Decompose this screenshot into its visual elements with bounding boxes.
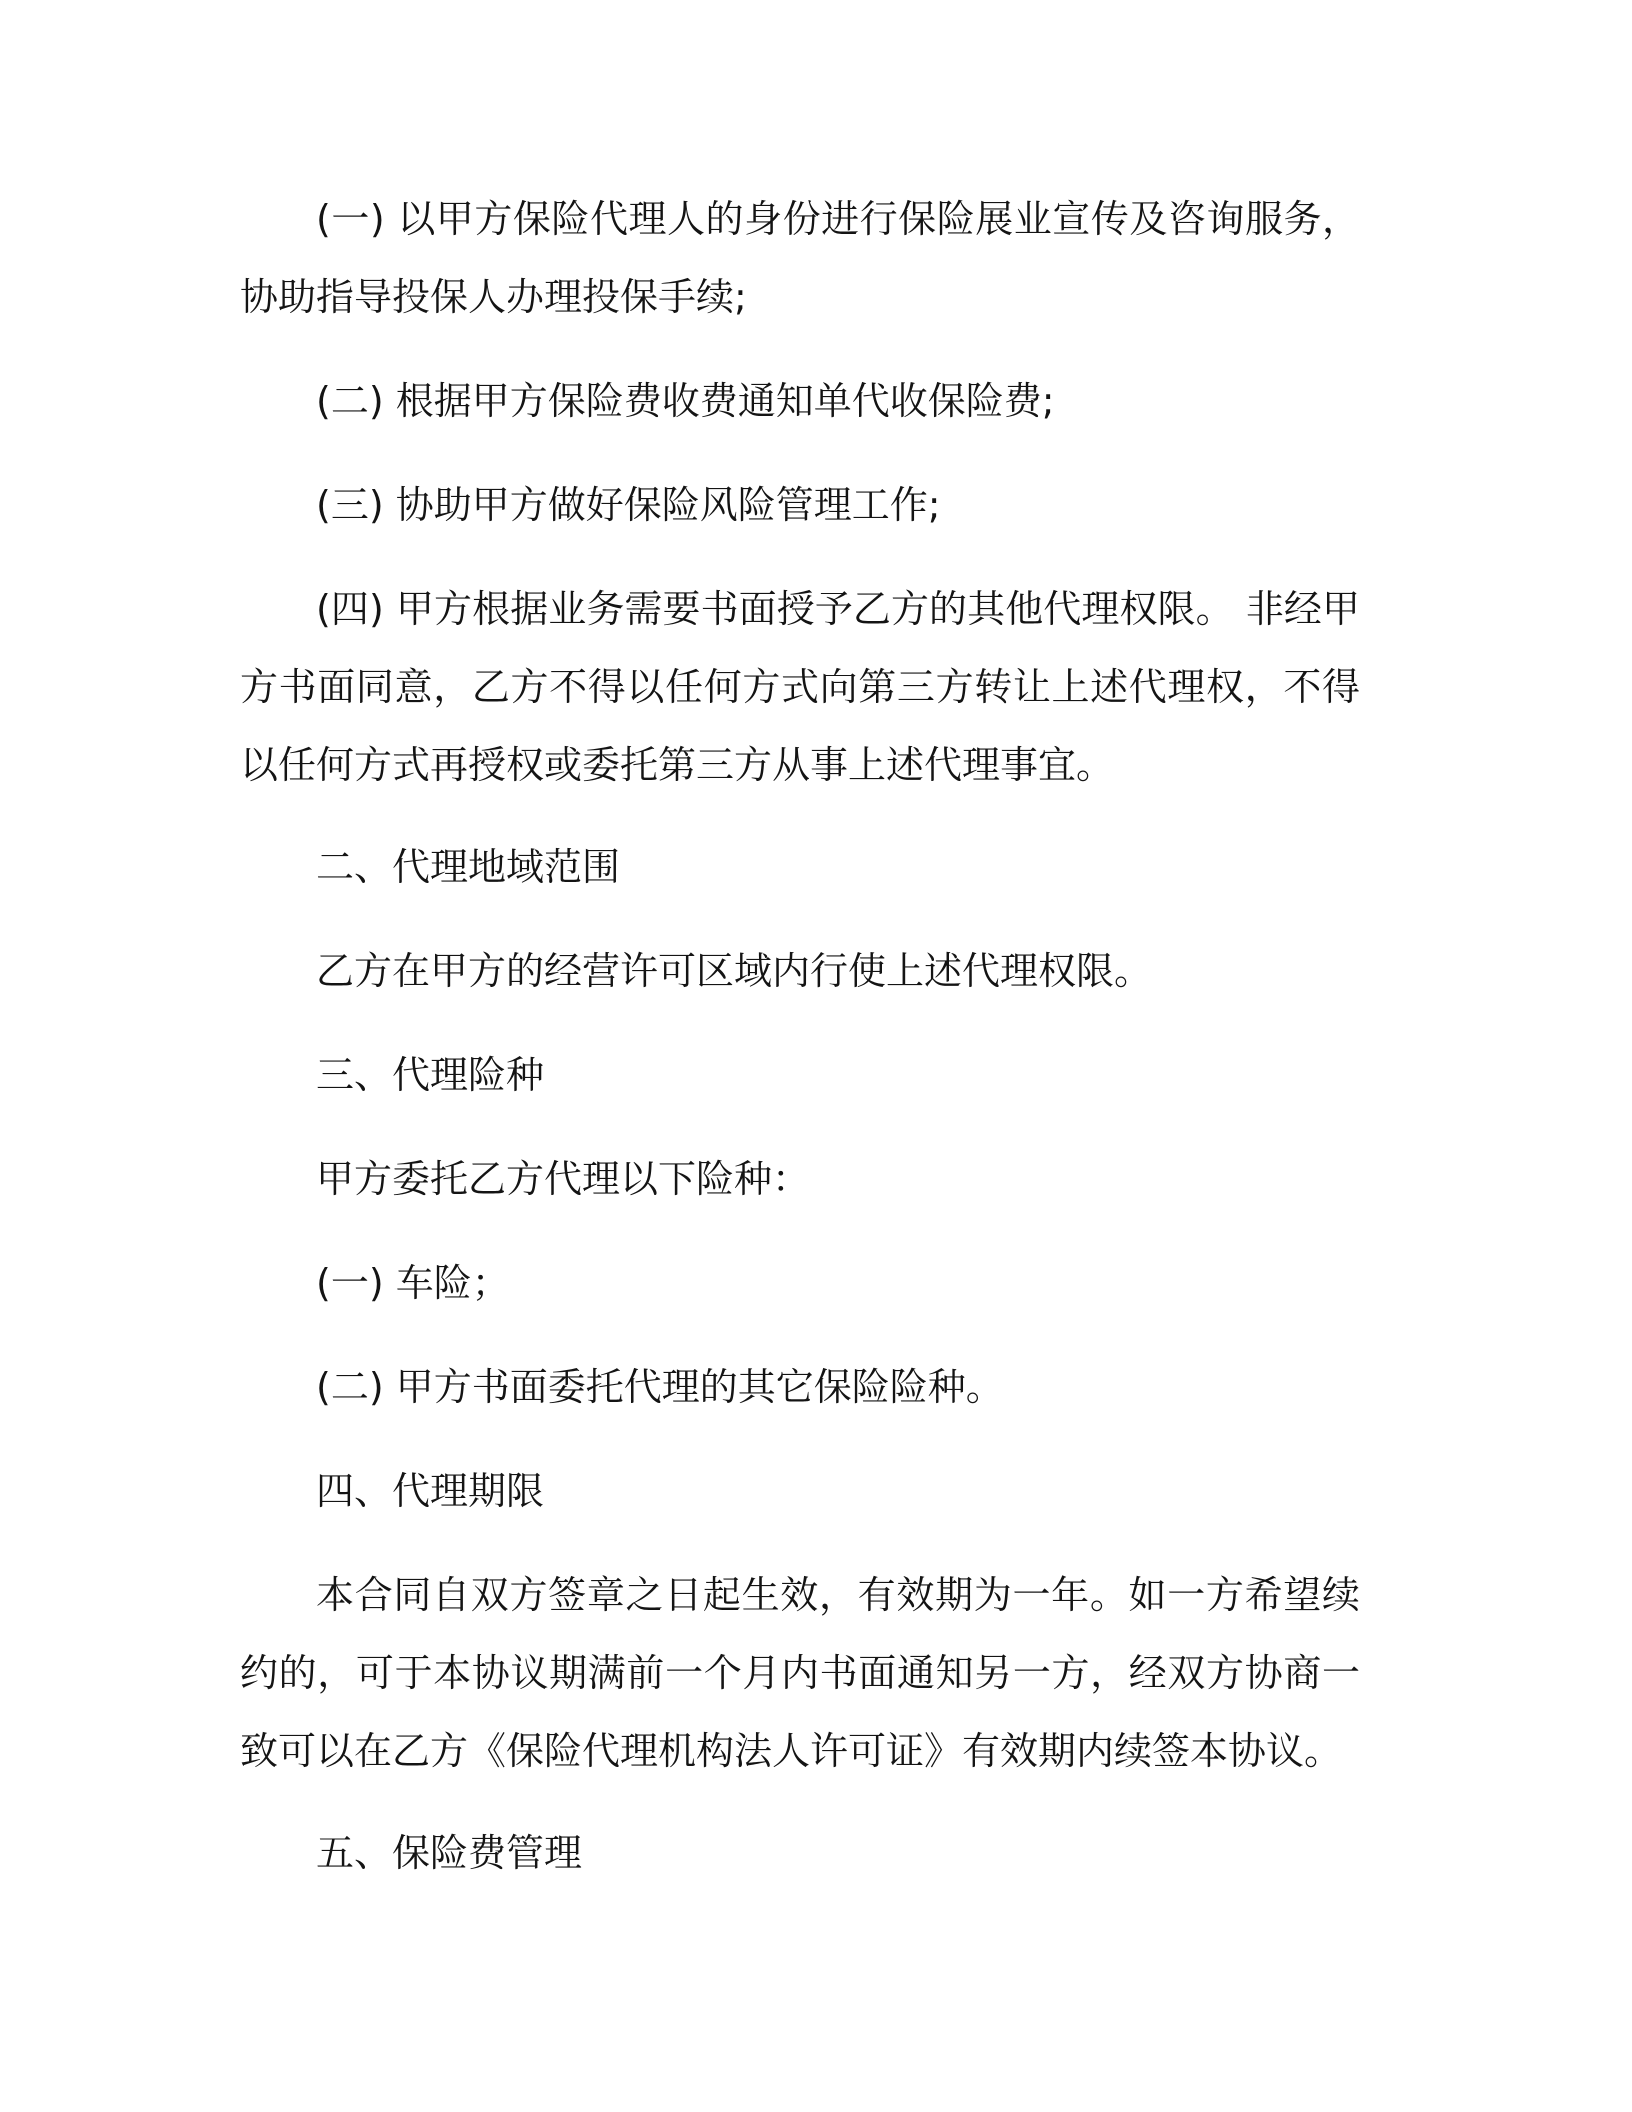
paragraph-territory: 乙方在甲方的经营许可区域内行使上述代理权限。	[316, 949, 1153, 993]
section-heading-term: 四、代理期限	[316, 1469, 545, 1513]
paragraph-agency-scope-4: (四) 甲方根据业务需要书面授予乙方的其他代理权限。 非经甲方书面同意，乙方不得以任何方式向第三方转让上述代理权，不得以任何方式再授权或委托第三方从事上述代理事宜。	[240, 587, 1360, 787]
section-heading-territory: 二、代理地域范围	[316, 845, 621, 889]
paragraph-agency-scope-3: (三) 协助甲方做好保险风险管理工作;	[316, 483, 941, 527]
paragraph-agency-scope-1: (一) 以甲方保险代理人的身份进行保险展业宣传及咨询服务，协助指导投保人办理投保手续;	[240, 197, 1360, 319]
paragraph-insurance-type-2: (二) 甲方书面委托代理的其它保险险种。	[316, 1365, 1004, 1409]
section-heading-premium-management: 五、保险费管理	[316, 1831, 583, 1875]
paragraph-term: 本合同自双方签章之日起生效，有效期为一年。如一方希望续约的，可于本协议期满前一个月内书面通知另一方，经双方协商一致可以在乙方《保险代理机构法人许可证》有效期内续签本协议。	[240, 1573, 1360, 1773]
paragraph-insurance-types-intro: 甲方委托乙方代理以下险种：	[316, 1157, 811, 1201]
paragraph-agency-scope-2: (二) 根据甲方保险费收费通知单代收保险费;	[316, 379, 1055, 423]
section-heading-insurance-types: 三、代理险种	[316, 1053, 545, 1097]
paragraph-insurance-type-1: (一) 车险；	[316, 1261, 510, 1305]
